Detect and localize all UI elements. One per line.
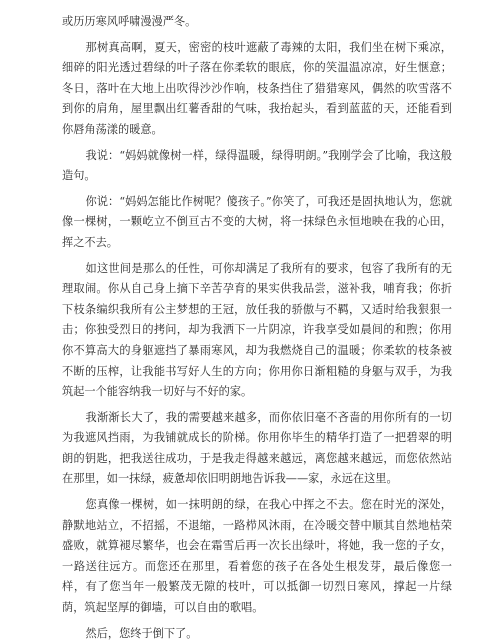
paragraph-3: 我说：“妈妈就像树一样，绿得温暖，绿得明朗。”我刚学会了比喻，我这般造句。 <box>62 148 452 183</box>
paragraph-7: 您真像一棵树，如一抹明朗的绿，在我心中挥之不去。您在时光的深处，静默地站立，不招摇，不退缩，一路栉风沐雨，在冷暖交替中顺其自然地枯荣盛败，就算褪尽繁华，也会在霜雪后再一次长出绿叶，将她，我一您的子女，一路送往远方。而您还在那里，看着您的孩子在各处生根发芽，最后像您一样，有了您当年一般繁茂无隙的枝叶，可以抵御一切烈日寒风，撑起一片绿荫，筑起坚厚的御墙，可以自由的歌唱。 <box>62 498 452 615</box>
paragraph-1: 或历历寒风呼啸漫漫严冬。 <box>62 15 197 28</box>
paragraph-6: 我渐渐长大了，我的需要越来越多，而你依旧毫不吝啬的用你所有的一切为我遮风挡雨，为我铺就成长的阶梯。你用你毕生的精华打造了一把碧翠的明朗的钥匙，把我送往成功，于是我走得越来越远，离您越来越远，而您依然站在那里，如一抹绿，疲惫却依旧明朗地告诉我——家，永远在这里。 <box>62 410 452 486</box>
paragraph-4: 你说：“妈妈怎能比作树呢？傻孩子。”你笑了，可我还是固执地认为，您就像一棵树，一颗屹立不倒亘古不变的大树，将一抹绿色永恒地映在我的心田，挥之不去。 <box>62 194 452 249</box>
paragraph-8: 然后，您终于倒下了。 <box>85 626 198 640</box>
paragraph-5: 如这世间是那么的任性，可你却满足了我所有的要求，包容了我所有的无理取闹。你从自己身上摘下辛苦孕育的果实供我品尝，滋补我，哺育我；你折下枝条编织我所有公主梦想的王冠，放任我的骄傲与不羁，又适时给我狠狠一击；你独受烈日的拷问，却为我洒下一片阴凉，许我享受如晨间的和煦；你用你不算高大的身躯遮挡了暴雨寒风，却为我燃烧自己的温暖；你柔软的枝条被不断的压榨，让我能书写好人生的方向；你用你日渐粗糙的身躯与双手，为我筑起一个能容纳我一切好与不好的家。 <box>62 261 452 399</box>
paragraph-2: 那树真高啊，夏天，密密的枝叶遮蔽了毒辣的太阳，我们坐在树下乘凉，细碎的阳光透过碧绿的叶子落在你柔软的眼底，你的笑温温凉凉，好生惬意；冬日，落叶在大地上出吹得沙沙作响，枝条挡住了猎猎寒风，偶然的吹雪落不到你的肩角，屋里飘出红薯香甜的气味，我抬起头，看到蓝蓝的天，还能看到你唇角荡漾的暖意。 <box>62 40 452 136</box>
